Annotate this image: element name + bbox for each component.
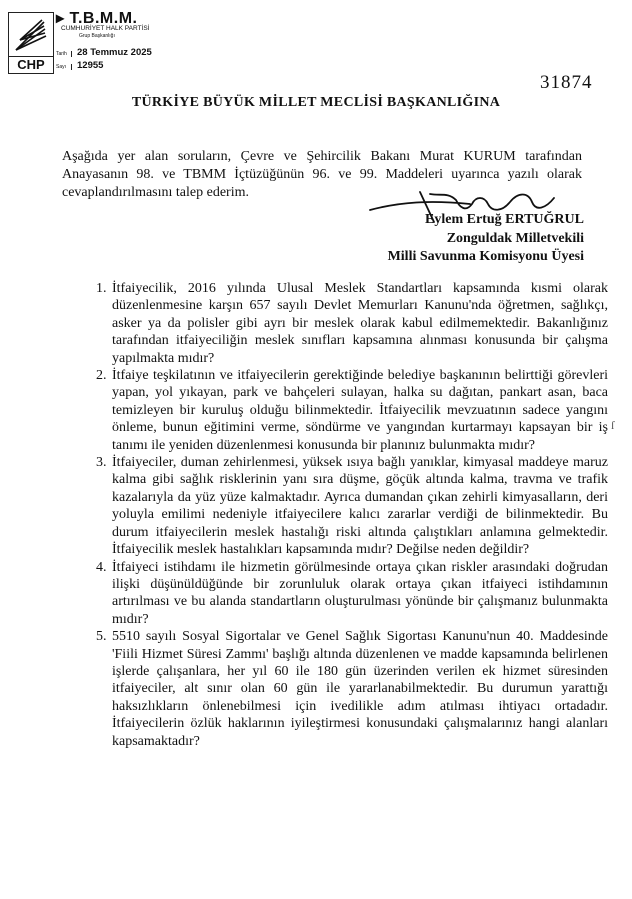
question-item: 3. İtfaiyeciler, duman zehirlenmesi, yüksek ısıya bağlı yanıklar, kimyasal maddeye maruz kalma gibi sağlık risklerinin yanı sıra düşme, göçük altında kalma, travma ve trafik kazalarıyla da yüz yüze kalmaktadır. Ayrıca dumandan çıkan zehirli kimyasalların, deri yoluyla emilimi nedeniyle itfaiyecilere kalıcı zararlar verdiği de bilinmektedir. Bu durum itfaiyecilerin meslek hastalığı riski altında çalıştıkları anlamına gelmektedir. İtfaiyecilik meslek hastalıkları kapsamında mıdır? Değilse neden değildir? — [110, 454, 608, 558]
stamp-date-value: 28 Temmuz 2025 — [77, 47, 152, 58]
stamp-party-name: CUMHURİYET HALK PARTİSİ — [61, 25, 150, 32]
document-title: TÜRKİYE BÜYÜK MİLLET MECLİSİ BAŞKANLIĞINA — [131, 95, 501, 110]
question-item: 5. 5510 sayılı Sosyal Sigortalar ve Genel Sağlık Sigortası Kanunu'nun 40. Maddesinde 'Fiili Hizmet Süresi Zammı' başlığı altında düzenlenen ve madde kapsamında belirlenen işlerde çalışanlara, her yıl 60 ile 180 gün üzerinden verilen ek hizmet süresinden itfaiyeciler, alt sınır olan 60 gün ile yararlanabilmektedir. Bu durumun yarattığı haksızlıkların önlenebilmesi için ivedilikle adım atılması ihtiyacı ortadadır. İtfaiyecilerin özlük haklarının iyileştirmesi konusundaki çalışmalarınız hangi alanları kapsamaktadır? — [110, 628, 608, 750]
stamp-number-label: Sayı — [56, 64, 72, 70]
signatory-name: Eylem Ertuğ ERTUĞRUL — [425, 212, 584, 227]
stamp-date-label: Tarih — [56, 51, 72, 57]
document-number: 31874 — [540, 72, 593, 93]
stamp-org: ▸ T.B.M.M. — [56, 10, 138, 27]
question-item: 4. İtfaiyeci istihdamı ile hizmetin görülmesinde ortaya çıkan riskler arasındaki doğrudan ilişki düşünüldüğünde bir zorunluluk olarak ortaya çıkan itfaiyeci istihdamının artırılması ve bu alanda standartların oluşturulması yönünde bir çalışmanız bulunmakta mıdır? — [110, 559, 608, 629]
signatory-committee: Milli Savunma Komisyonu Üyesi — [387, 249, 584, 264]
question-list — [72, 280, 608, 750]
intro-paragraph: Aşağıda yer alan soruların, Çevre ve Şehircilik Bakanı Murat KURUM tarafından Anayasanın 98. ve TBMM İçtüzüğünün 96. ve 99. Maddeleri uyarınca yazılı olarak cevaplandırılmasını talep ederim. — [62, 149, 582, 200]
stamp-group: Grup Başkanlığı — [79, 33, 115, 39]
stamp-number-value: 12955 — [77, 60, 104, 71]
signature-block — [388, 211, 584, 267]
signatory-role: Zonguldak Milletvekili — [446, 230, 584, 246]
stamp-number-row — [56, 55, 103, 73]
margin-pen-mark: ſ — [611, 418, 615, 432]
six-arrows-icon — [14, 16, 48, 54]
party-abbreviation: CHP — [9, 56, 53, 73]
tbmm-receipt-stamp — [8, 8, 152, 72]
question-item: 1. İtfaiyecilik, 2016 yılında Ulusal Meslek Standartları kapsamında kısmi olarak düzenlenmesine karşın 657 sayılı Devlet Memurları Kanunu'nda öğretmen, sağlıkçı, asker ya da polisler gibi ayrı bir meslek olarak kabul edilmemektedir. Bakanlığınız tarafından itfaiyeciliğin meslek sınıfları kapsamına alınması konusunda bir çalışma yapılmakta mıdır? — [110, 280, 608, 367]
chp-logo — [8, 12, 54, 74]
question-item: 2. İtfaiye teşkilatının ve itfaiyecilerin gerektiğinde belediye başkanının belirttiği görevleri yapan, yol yıkayan, park ve bahçeleri sulayan, halka su dağıtan, pankart asan, baca temizleyen bir kuruluş olduğu bilinmektedir. İtfaiyecilik mevzuatının sadece yangını önleme, bunun eğitimini verme, söndürme ve yangından kurtarmayı kapsayan bir iş tanımı ile yeniden düzenlenmesi konusunda bir planınız bulunmakta mıdır? — [110, 367, 608, 454]
